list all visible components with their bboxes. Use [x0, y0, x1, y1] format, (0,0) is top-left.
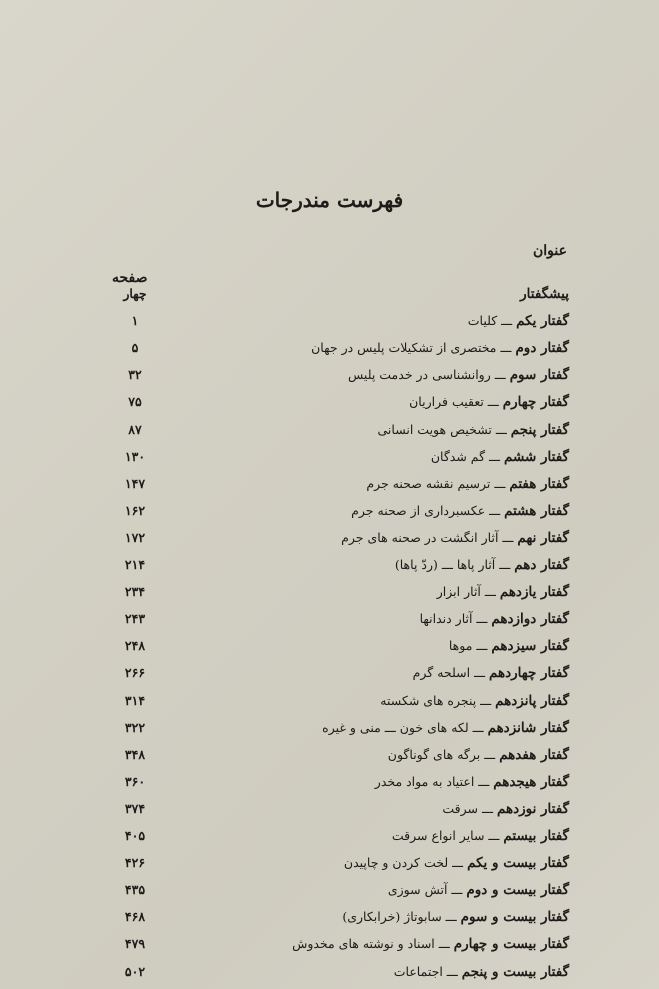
page-number: ۴۳۵: [124, 882, 146, 897]
page-number: ۴۰۵: [124, 828, 146, 843]
toc-entry: [437, 582, 569, 602]
toc-entry: [420, 609, 569, 629]
chapter-label: گفتار چهارم: [502, 394, 569, 410]
chapter-label: گفتار بیست و پنجم: [461, 964, 569, 980]
chapter-label: گفتار پانزدهم: [495, 693, 569, 709]
chapter-label: گفتار نوزدهم: [496, 801, 569, 817]
toc-entry: [344, 853, 569, 873]
toc-row: [0, 772, 659, 796]
chapter-subject: ـــ اسناد و نوشته های مخدوش: [292, 936, 454, 951]
chapter-label: پیشگفتار: [520, 286, 569, 302]
toc-row: [0, 555, 659, 579]
page-number: ۲۶۶: [124, 665, 146, 680]
chapter-label: گفتار بیست و یکم: [467, 855, 569, 871]
chapter-subject: ـــ اجتماعات: [393, 964, 462, 979]
toc-row: [0, 582, 659, 606]
page-number: ۵: [131, 340, 139, 355]
toc-entry: [449, 636, 569, 656]
chapter-label: گفتار نهم: [517, 530, 569, 546]
page-number: ۴۶۸: [124, 909, 146, 924]
toc-row: [0, 365, 659, 389]
toc-row: [0, 691, 659, 715]
toc-row: [0, 474, 659, 498]
page-number: ۲۱۴: [124, 557, 146, 572]
chapter-subject: ـــ پنجره های شکسته: [380, 693, 496, 708]
toc-row: [0, 745, 659, 769]
chapter-label: گفتار بیست و سوم: [460, 909, 569, 925]
toc-entry: [388, 880, 569, 900]
toc-row: [0, 718, 659, 742]
page-number: ۲۴۳: [124, 611, 146, 626]
page-number: ۳۷۴: [124, 801, 146, 816]
chapter-label: گفتار چهاردهم: [489, 665, 569, 681]
page-number: ۴۷۹: [124, 936, 146, 951]
chapter-subject: ـــ ترسیم نقشه صحنه جرم: [366, 476, 510, 491]
page-number: چهار: [123, 286, 147, 301]
chapter-label: گفتار هفتم: [509, 476, 569, 492]
chapter-subject: ـــ تشخیص هویت انسانی: [377, 422, 511, 437]
toc-entry: [392, 826, 569, 846]
toc-entry: [311, 338, 569, 358]
toc-title: فهرست مندرجات: [255, 188, 404, 212]
chapter-subject: ـــ لکه های خون ـــ منی و غیره: [322, 720, 488, 735]
chapter-subject: ـــ گم شدگان: [430, 449, 504, 464]
chapter-label: گفتار بیست و دوم: [466, 882, 569, 898]
page-number: ۳۱۴: [124, 693, 146, 708]
page-number: ۱۳۰: [124, 449, 146, 464]
toc-row: [0, 636, 659, 660]
page-number: ۲۴۸: [124, 638, 146, 653]
toc-entry: [341, 528, 569, 548]
toc-entry: [394, 962, 569, 982]
page-number: ۱۷۲: [124, 530, 146, 545]
chapter-subject: ـــ تعقیب فراریان: [409, 394, 503, 409]
toc-entry: [366, 474, 569, 494]
chapter-subject: ـــ عکسبرداری از صحنه جرم: [351, 503, 505, 518]
toc-entry: [342, 907, 569, 927]
chapter-label: گفتار سیزدهم: [491, 638, 569, 654]
toc-row: [0, 934, 659, 958]
page-number: ۳۴۸: [124, 747, 146, 762]
toc-entry: [351, 501, 569, 521]
toc-row: [0, 663, 659, 687]
page-number: ۳۲: [128, 367, 142, 382]
chapter-label: گفتار سوم: [509, 367, 569, 383]
chapter-subject: ـــ سایر انواع سرقت: [391, 828, 504, 843]
page-number: ۳۲۲: [124, 720, 146, 735]
chapter-label: گفتار پنجم: [510, 422, 569, 438]
toc-row: [0, 501, 659, 525]
toc-entry: [375, 772, 569, 792]
chapter-label: گفتار بیستم: [503, 828, 569, 844]
toc-entry: [409, 392, 569, 412]
chapter-label: گفتار هفدهم: [499, 747, 569, 763]
page-number: ۲۳۴: [124, 584, 146, 599]
toc-entry: [322, 718, 569, 738]
chapter-label: گفتار دهم: [514, 557, 569, 573]
chapter-label: گفتار دوازدهم: [491, 611, 569, 627]
toc-entry: [378, 420, 569, 440]
page-number: ۳۶۰: [124, 774, 146, 789]
chapter-subject: ـــ برگه های گوناگون: [387, 747, 500, 762]
toc-row: [0, 447, 659, 471]
chapter-subject: ـــ کلیات: [467, 313, 517, 328]
column-header-title: عنوان: [533, 243, 567, 259]
chapter-label: گفتار ششم: [503, 449, 569, 465]
toc-entry: [292, 934, 569, 954]
toc-entry: [468, 311, 569, 331]
toc-entry: [388, 745, 569, 765]
chapter-label: گفتار هشتم: [504, 503, 569, 519]
chapter-subject: ـــ سرقت: [442, 801, 497, 816]
chapter-label: گفتار یکم: [516, 313, 569, 329]
chapter-label: گفتار هیجدهم: [493, 774, 569, 790]
toc-entry: [380, 691, 569, 711]
chapter-subject: ـــ موها: [448, 638, 492, 653]
chapter-label: گفتار یازدهم: [499, 584, 569, 600]
toc-entry: [395, 555, 569, 575]
chapter-subject: ـــ آثار ابزار: [436, 584, 500, 599]
chapter-subject: ـــ روانشناسی در خدمت پلیس: [347, 367, 510, 382]
toc-row: [0, 338, 659, 362]
page-number: ۸۷: [128, 422, 142, 437]
toc-row: [0, 799, 659, 823]
toc-row: [0, 311, 659, 335]
page-number: ۱۶۲: [124, 503, 146, 518]
chapter-subject: ـــ آثار پاها ـــ (ردّ پاها): [394, 557, 515, 572]
toc-row: [0, 528, 659, 552]
toc-row: [0, 907, 659, 931]
chapter-subject: ـــ اسلحه گرم: [412, 665, 490, 680]
toc-row: [0, 609, 659, 633]
chapter-label: گفتار دوم: [515, 340, 569, 356]
toc-row: [0, 284, 659, 308]
page-number: ۵۰۲: [124, 964, 146, 979]
toc-row: [0, 826, 659, 850]
chapter-subject: ـــ آتش سوزی: [387, 882, 467, 897]
toc-row: [0, 392, 659, 416]
chapter-subject: ـــ آثار دندانها: [419, 611, 492, 626]
page-number: ۴۲۶: [124, 855, 146, 870]
chapter-label: گفتار شانزدهم: [487, 720, 569, 736]
toc-entry: [348, 365, 569, 385]
chapter-label: گفتار بیست و چهارم: [453, 936, 569, 952]
toc-entry: [413, 663, 569, 683]
toc-entry: [520, 284, 569, 304]
toc-row: [0, 853, 659, 877]
page-number: ۱: [131, 313, 139, 328]
page-number: ۷۵: [128, 394, 142, 409]
chapter-subject: ـــ مختصری از تشکیلات پلیس در جهان: [311, 340, 516, 355]
toc-row: [0, 962, 659, 986]
toc-entry: [442, 799, 569, 819]
toc-entry: [431, 447, 569, 467]
toc-row: [0, 420, 659, 444]
chapter-subject: ـــ لخت کردن و چاپیدن: [343, 855, 468, 870]
column-header-page: صفحه: [112, 270, 148, 286]
page-number: ۱۴۷: [124, 476, 146, 491]
chapter-subject: ـــ اعتیاد به مواد مخدر: [374, 774, 494, 789]
chapter-subject: ـــ سابوتاژ (خرابکاری): [342, 909, 461, 924]
chapter-subject: ـــ آثار انگشت در صحنه های جرم: [341, 530, 518, 545]
toc-row: [0, 880, 659, 904]
